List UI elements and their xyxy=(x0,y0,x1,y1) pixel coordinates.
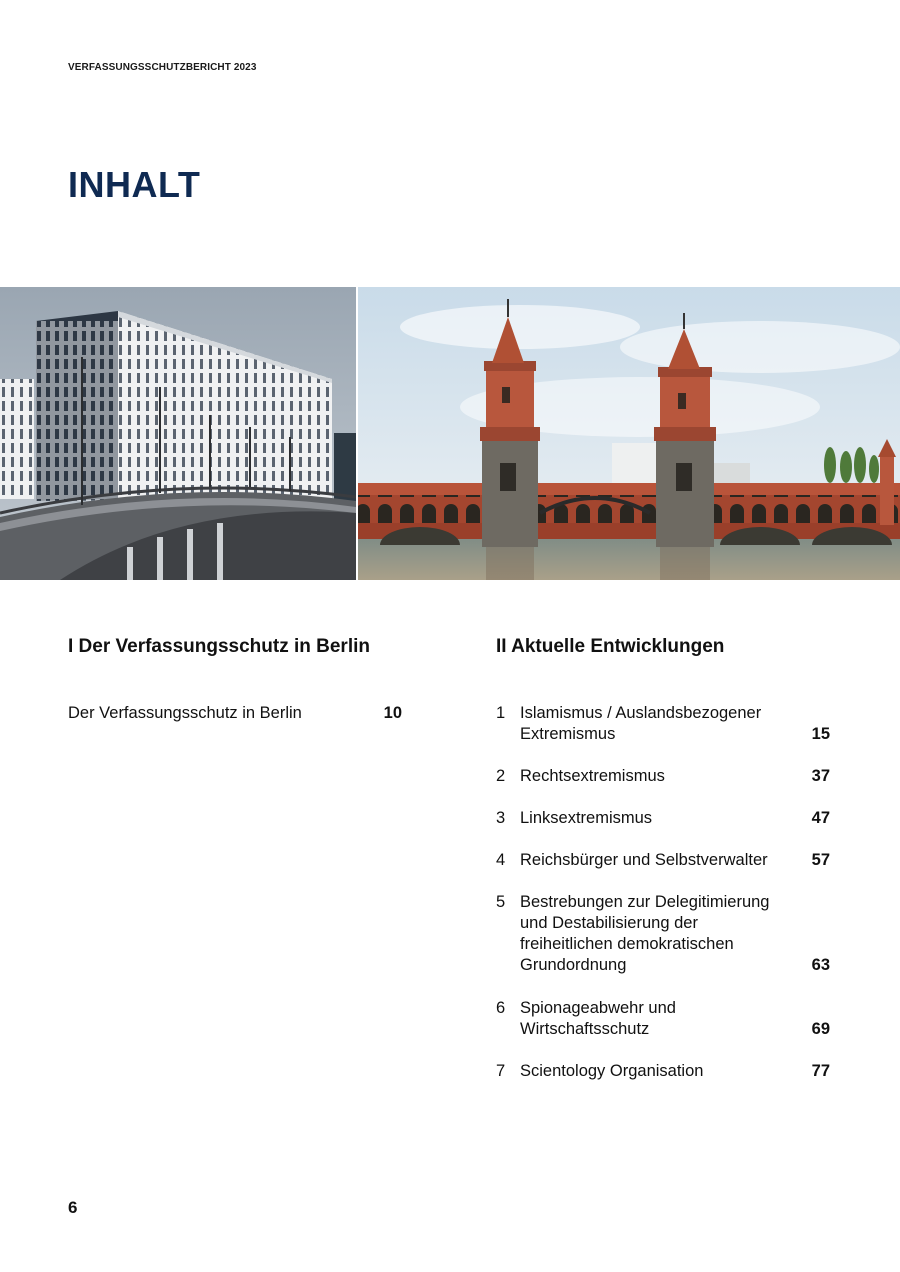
toc-entry-title: Rechtsextremismus xyxy=(520,767,665,785)
toc-entry-page: 63 xyxy=(811,956,830,974)
toc-entry-title: Der Verfassungsschutz in Berlin xyxy=(68,704,302,722)
toc-entry[interactable] xyxy=(496,850,830,871)
toc-entry-number: 7 xyxy=(496,1062,506,1080)
toc-entry-title: Spionageabwehr und Wirtschaftsschutz xyxy=(520,999,676,1038)
toc-entry[interactable] xyxy=(496,892,830,976)
toc-entry-number: 4 xyxy=(496,851,506,869)
toc-entry-page: 47 xyxy=(811,809,830,827)
section-2-heading: II Aktuelle Entwicklungen xyxy=(496,636,725,657)
toc-entry[interactable] xyxy=(68,703,402,724)
oberbaum-bridge-berlin xyxy=(358,287,900,580)
toc-entry-number: 3 xyxy=(496,809,506,827)
section-1-heading: I Der Verfassungsschutz in Berlin xyxy=(68,636,370,657)
running-head: VERFASSUNGSSCHUTZBERICHT 2023 xyxy=(68,62,257,73)
toc-entry-page: 10 xyxy=(383,704,402,722)
photo-band xyxy=(0,287,900,580)
toc-entry-page: 69 xyxy=(811,1020,830,1038)
page-title: INHALT xyxy=(68,164,201,205)
toc-entry[interactable] xyxy=(496,703,830,745)
toc-entry[interactable] xyxy=(496,808,830,829)
toc-entry-page: 15 xyxy=(811,725,830,743)
toc-entry[interactable] xyxy=(496,1061,830,1082)
toc-entry-page: 77 xyxy=(811,1062,830,1080)
toc-entry-number: 5 xyxy=(496,893,506,911)
toc-entry-number: 2 xyxy=(496,767,506,785)
toc-entry-page: 57 xyxy=(811,851,830,869)
toc-entry-page: 37 xyxy=(811,767,830,785)
toc-entry[interactable] xyxy=(496,998,830,1040)
toc-entry-number: 1 xyxy=(496,704,506,722)
toc-entry-title: Reichsbürger und Selbstverwalter xyxy=(520,851,768,869)
toc-entry-title: Islamismus / Auslandsbezogener Extremismus xyxy=(520,704,762,743)
toc-entry-title: Scientology Organisation xyxy=(520,1062,704,1080)
modern-office-building-with-bridge xyxy=(0,287,356,580)
toc-entry-number: 6 xyxy=(496,999,506,1017)
page-number: 6 xyxy=(68,1198,78,1217)
toc-entry[interactable] xyxy=(496,766,830,787)
toc-entry-title: Bestrebungen zur Delegitimierung und Destabilisierung der freiheitlichen demokratischen Grundordnung xyxy=(520,893,770,974)
toc-entry-title: Linksextremismus xyxy=(520,809,653,827)
